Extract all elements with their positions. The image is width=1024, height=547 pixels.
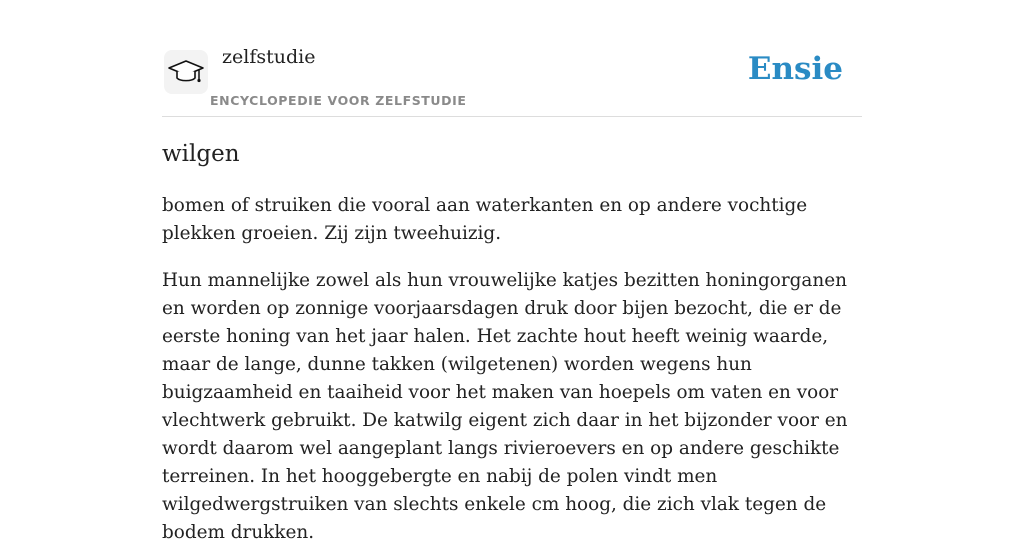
article: [162, 136, 862, 547]
site-tagline: ENCYCLOPEDIE VOOR ZELFSTUDIE: [210, 93, 467, 108]
site-logo[interactable]: [164, 50, 208, 94]
brand-logo-link[interactable]: Ensie: [747, 51, 843, 87]
description-paragraph: Hun mannelijke zowel als hun vrouwelijke katjes bezitten honingorganen en worden op zonnige voorjaarsdagen druk door bijen bezocht, die er de eerste honing van het jaar halen. Het zachte hout heeft weinig waarde, maar de lange, dunne takken (wilgetenen) worden wegens hun buigzaamheid en taaiheid voor het maken van hoepels om vaten en voor vlechtwerk gebruikt. De katwilg eigent zich daar in het bijzonder voor en wordt daarom wel aangeplant langs rivieroevers en op andere geschikte terreinen. In het hooggebergte en nabij de polen vindt men wilgedwergstruiken van slechts enkele cm hoog, die zich vlak tegen de bodem drukken.: [162, 270, 848, 543]
definition-paragraph: bomen of struiken die vooral aan waterkanten en op andere vochtige plekken groeien. Zij zijn tweehuizig.: [162, 195, 808, 244]
graduation-cap-icon: [168, 56, 204, 88]
site-name[interactable]: zelfstudie: [222, 46, 316, 68]
site-header: [162, 0, 862, 117]
entry-title: wilgen: [162, 141, 240, 167]
